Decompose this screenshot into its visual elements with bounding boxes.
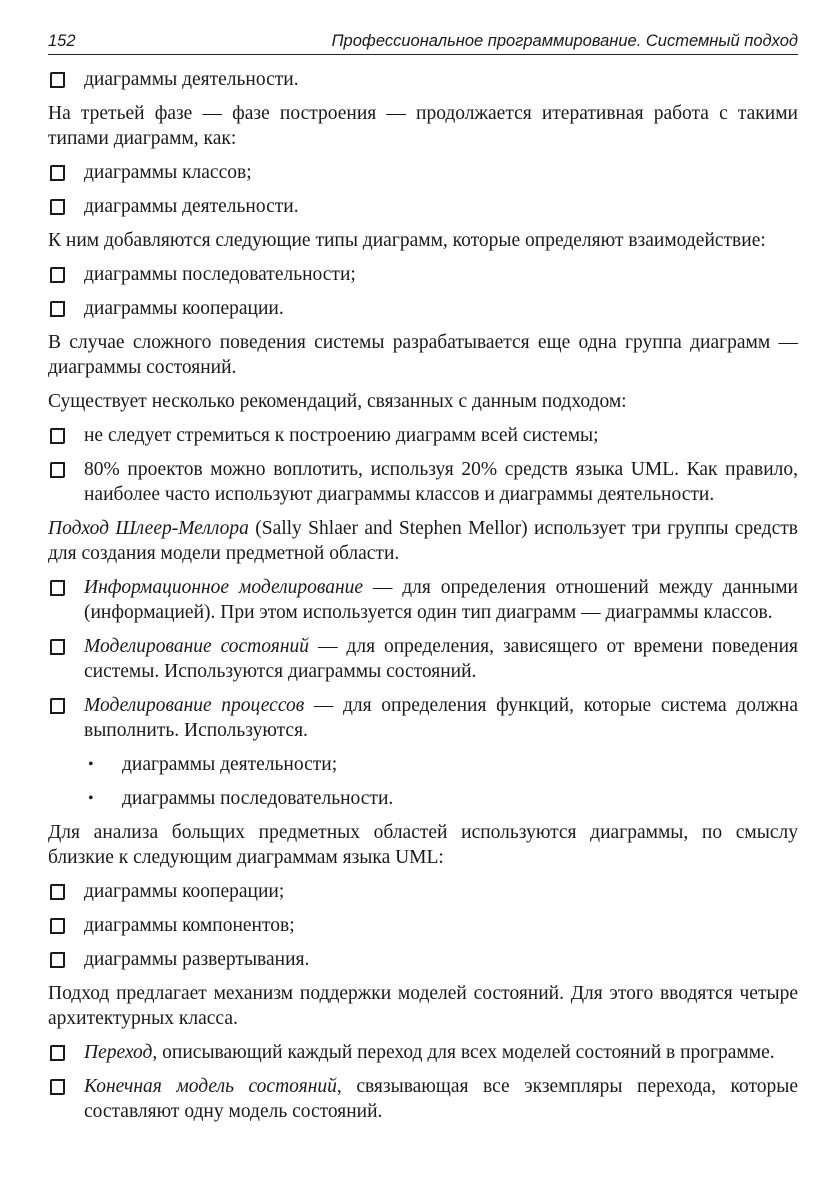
checkbox-bullet-icon	[48, 879, 84, 904]
list-item: Переход, описывающий каждый переход для всех моделей состояний в программе.	[48, 1040, 798, 1065]
checkbox-bullet-icon	[48, 1040, 84, 1065]
checkbox-bullet-icon	[48, 1074, 84, 1124]
list-item: Моделирование состояний — для определения, зависящего от времени поведения системы. Используются диаграммы состояний.	[48, 634, 798, 684]
paragraph: В случае сложного поведения системы разрабатывается еще одна группа диаграмм — диаграммы состояний.	[48, 332, 798, 378]
bullet-dot-icon: •	[88, 790, 94, 807]
emphasis: Подход Шлеер-Меллора	[48, 518, 249, 539]
checkbox-bullet-icon	[48, 913, 84, 938]
paragraph: К ним добавляются следующие типы диаграмм, которые определяют взаимодействие:	[48, 230, 766, 251]
list-item: диаграммы компонентов;	[48, 913, 798, 938]
checkbox-bullet-icon	[48, 575, 84, 625]
list-item: не следует стремиться к построению диаграмм всей системы;	[48, 423, 798, 448]
paragraph: Существует несколько рекомендаций, связанных с данным подходом:	[48, 391, 627, 412]
checkbox-bullet-icon	[48, 634, 84, 684]
list-item: Конечная модель состояний, связывающая все экземпляры перехода, которые составляют одну модель состояний.	[48, 1074, 798, 1124]
sub-list-item: • диаграммы деятельности;	[84, 752, 798, 777]
checkbox-bullet-icon	[48, 457, 84, 507]
page-number: 152	[48, 32, 76, 50]
list-item: диаграммы последовательности;	[48, 262, 798, 287]
checkbox-bullet-icon	[48, 693, 84, 743]
paragraph: Подход предлагает механизм поддержки моделей состояний. Для этого вводятся четыре архитектурных класса.	[48, 983, 798, 1029]
list-item: Моделирование процессов — для определения функций, которые система должна выполнить. Используются.	[48, 693, 798, 743]
list-item: диаграммы классов;	[48, 160, 798, 185]
list-item: 80% проектов можно воплотить, используя 20% средств языка UML. Как правило, наиболее часто используют диаграммы классов и диаграммы деятельности.	[48, 457, 798, 507]
running-title: Профессиональное программирование. Системный подход	[331, 32, 798, 50]
emphasis: Переход	[84, 1042, 153, 1063]
checkbox-bullet-icon	[48, 67, 84, 92]
paragraph: Подход Шлеер-Меллора (Sally Shlaer and Stephen Mellor) использует три группы средств для создания модели предметной области.	[48, 518, 798, 564]
running-header	[48, 30, 798, 55]
book-page	[48, 30, 798, 1133]
emphasis: Информационное моделирование	[84, 577, 364, 598]
list-item: диаграммы кооперации;	[48, 879, 798, 904]
sub-list-item: • диаграммы последовательности.	[84, 786, 798, 811]
emphasis: Моделирование процессов	[84, 695, 305, 716]
checkbox-bullet-icon	[48, 947, 84, 972]
checkbox-bullet-icon	[48, 262, 84, 287]
checkbox-bullet-icon	[48, 423, 84, 448]
list-item: Информационное моделирование — для определения отношений между данными (информацией). При этом используется один тип диаграмм — диаграммы классов.	[48, 575, 798, 625]
bullet-dot-icon: •	[88, 756, 94, 773]
checkbox-bullet-icon	[48, 296, 84, 321]
list-item: диаграммы деятельности.	[48, 194, 798, 219]
list-item: диаграммы кооперации.	[48, 296, 798, 321]
emphasis: Конечная модель состояний	[84, 1076, 337, 1097]
checkbox-bullet-icon	[48, 160, 84, 185]
list-item: диаграммы деятельности.	[48, 67, 798, 92]
paragraph: Для анализа больщих предметных областей используются диаграммы, по смыслу близкие к следующим диаграммам языка UML:	[48, 822, 798, 868]
list-item: диаграммы развертывания.	[48, 947, 798, 972]
checkbox-bullet-icon	[48, 194, 84, 219]
paragraph: На третьей фазе — фазе построения — продолжается итеративная работа с такими типами диаграмм, как:	[48, 103, 798, 149]
emphasis: Моделирование состояний	[84, 636, 309, 657]
